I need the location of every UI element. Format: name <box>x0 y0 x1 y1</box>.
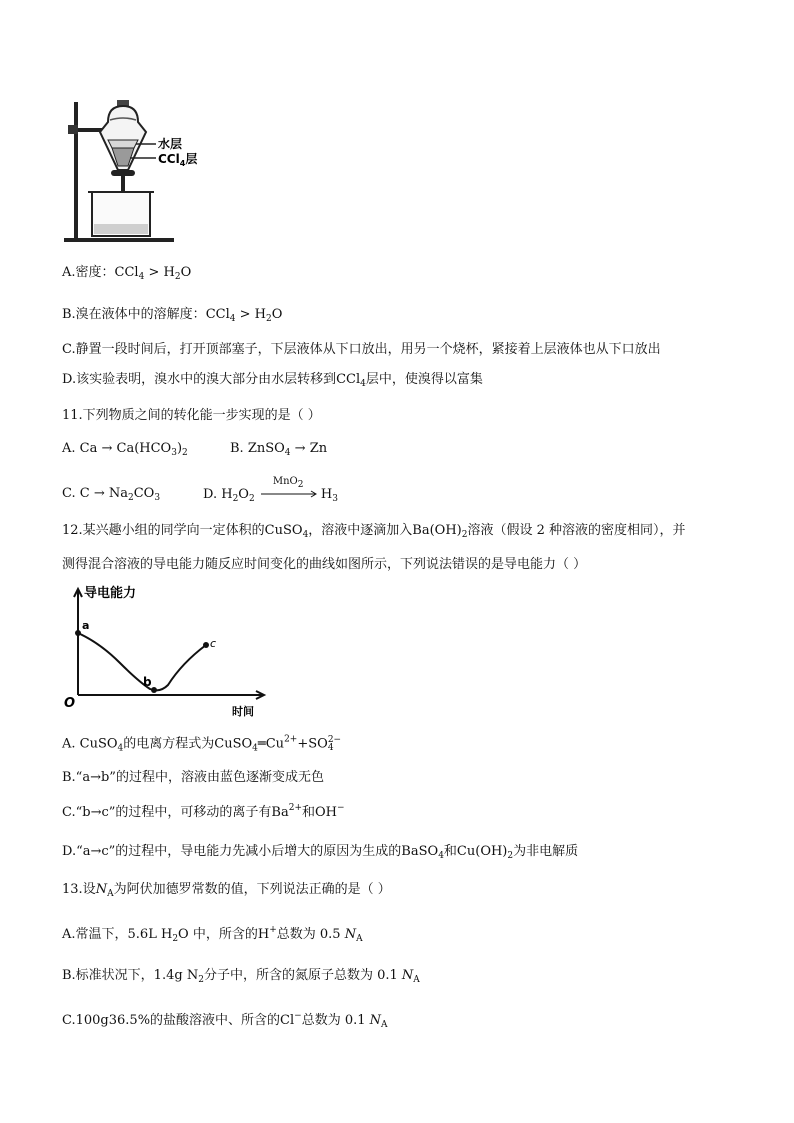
x-axis-label: 时间 <box>232 705 254 718</box>
point-b-marker <box>151 687 157 693</box>
q10-option-c: C.静置一段时间后，打开顶部塞子，下层液体从下口放出，用另一个烧杯，紧接着上层液体也从下口放出 <box>62 342 661 357</box>
catalyst-arrow <box>259 476 321 498</box>
q11-option-b: B. ZnSO$_4$ → Zn <box>230 441 328 458</box>
label-water-layer: 水层 <box>158 137 183 151</box>
q12-option-d: D.“a→c”的过程中，导电能力先减小后增大的原因为生成的BaSO$_4$和$Cu(OH)_2$为非电解质 <box>62 844 579 861</box>
stand-base <box>64 238 174 242</box>
separatory-funnel-figure <box>60 92 220 247</box>
conductivity-chart-svg <box>60 583 280 718</box>
q12-stem-line1: 12.某兴趣小组的同学向一定体积的CuSO$_4$，溶液中逐滴加入$Ba(OH)_2$溶液（假设 2 种溶液的密度相同），并 <box>62 523 686 540</box>
q11-option-d: D. $H_2O_2$ MnO$_2$ $H_3$ <box>203 476 338 504</box>
q13-stem: 13.设$N_A$为阿伏加德罗常数的值，下列说法正确的是（ ） <box>62 882 391 899</box>
origin-label: O <box>64 696 76 711</box>
clamp-knob <box>68 125 78 134</box>
q13-option-b: B.标准状况下，1.4g $N_2$分子中，所含的氮原子总数为 0.1 $N_A$ <box>62 968 420 985</box>
q10-option-a: A.密度：$CCl_4 > H_2O$ <box>62 265 192 282</box>
point-a-label: a <box>82 619 90 632</box>
q12-option-b: B.“a→b”的过程中，溶液由蓝色逐渐变成无色 <box>62 770 324 785</box>
q12-option-a: A. CuSO$_4$的电离方程式为$CuSO_4═Cu^{2+}+SO$ 2− 4 <box>62 734 342 754</box>
point-a-marker <box>75 630 81 636</box>
point-c-marker <box>203 642 209 648</box>
q11-option-c: C. $C \to Na_2CO_3$ <box>62 486 161 503</box>
conductivity-curve <box>78 633 206 690</box>
q13-option-a: A.常温下，5.6L $H_2O$ 中，所含的H+总数为 0.5 $N_A$ <box>62 925 363 944</box>
catalyst-label: MnO$_2$ <box>272 476 304 490</box>
point-b-label: b <box>143 675 152 689</box>
q10-option-b: B.溴在液体中的溶解度：$CCl_4 > H_2O$ <box>62 307 283 324</box>
q12-stem-line2: 测得混合溶液的导电能力随反应时间变化的曲线如图所示，下列说法错误的是导电能力（ ） <box>62 557 587 572</box>
label-ccl4-layer: CCl$_4$层 <box>158 152 198 168</box>
q10-option-d: D.该实验表明，溴水中的溴大部分由水层转移到CCl$_4$层中，使溴得以富集 <box>62 372 483 389</box>
q12-option-c: C.“b→c”的过程中，可移动的离子有$Ba^{2+}$和OH− <box>62 803 345 820</box>
stand-rod <box>74 102 78 242</box>
y-axis-label: 导电能力 <box>84 586 137 601</box>
q13-option-c: C.100g36.5%的盐酸溶液中、所含的Cl−总数为 0.1 $N_A$ <box>62 1011 388 1030</box>
stopcock <box>111 170 135 176</box>
beaker-liquid <box>94 224 148 234</box>
conductivity-chart <box>60 583 280 718</box>
funnel-diagram <box>60 92 220 247</box>
point-c-label: c <box>210 637 217 650</box>
water-layer <box>108 140 138 148</box>
q11-option-a: A. $Ca \to Ca(HCO_3)_2$ <box>62 441 188 458</box>
q11-stem: 11.下列物质之间的转化能一步实现的是（ ） <box>62 408 321 423</box>
